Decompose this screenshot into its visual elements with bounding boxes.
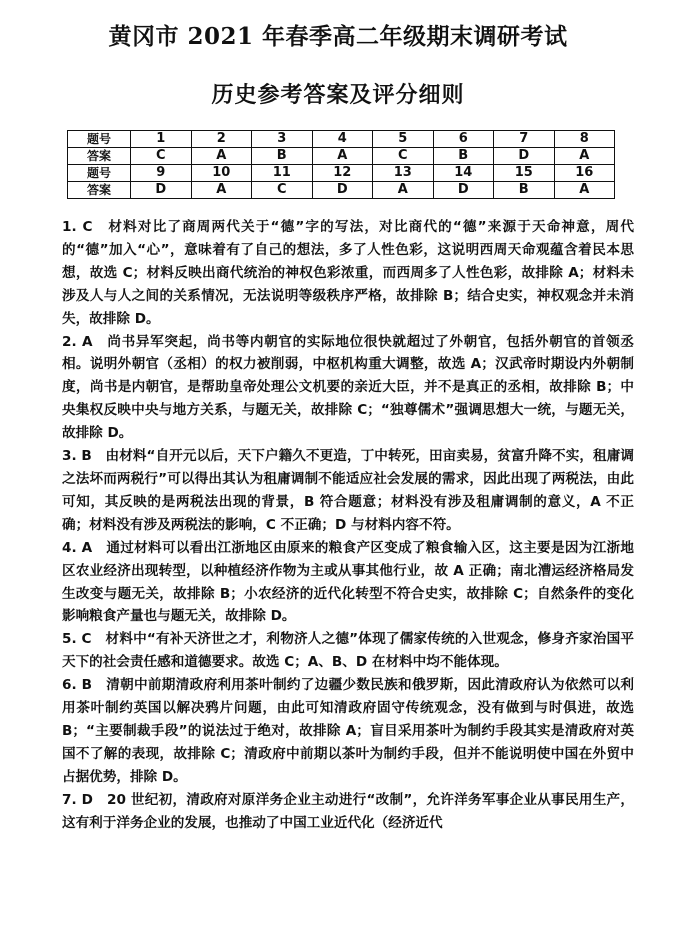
answer-table xyxy=(67,130,615,199)
row-label: 答案 xyxy=(68,182,131,199)
explanations xyxy=(62,216,634,834)
answer-cell: D xyxy=(131,182,192,199)
row-label: 题号 xyxy=(68,165,131,182)
answer-cell: A xyxy=(373,182,434,199)
explanation-q7: 7. D 20 世纪初，清政府对原洋务企业主动进行“改制”，允许洋务军事企业从事民用生产，这有利于洋务企业的发展，也推动了中国工业近代化（经济近代 xyxy=(62,791,634,831)
question-number-cell: 14 xyxy=(433,165,494,182)
answer-cell: D xyxy=(494,148,555,165)
question-number-cell: 7 xyxy=(494,131,555,148)
explanation-q2: 2. A 尚书异军突起，尚书等内朝官的实际地位很快就超过了外朝官，包括外朝官的首领丞相。说明外朝官（丞相）的权力被削弱，中枢机构重大调整，故选 A；汉武帝时期设内外朝制度，尚书是内朝官，是帮助皇帝处理公文机要的亲近大臣，并不是真正的丞相，故排除 B；中央集权反映中央与地方关系，与题无关，故排除 C；“独尊儒术”强调思想大一统，与题无关，故排除 D。 xyxy=(62,333,634,442)
question-number-cell: 15 xyxy=(494,165,555,182)
question-number-cell: 12 xyxy=(312,165,373,182)
exam-title: 黄冈市 2021 年春季高二年级期末调研考试 xyxy=(108,23,568,50)
answer-cell: D xyxy=(312,182,373,199)
row-label: 题号 xyxy=(68,131,131,148)
explanation-q4: 4. A 通过材料可以看出江浙地区由原来的粮食产区变成了粮食输入区，这主要是因为江浙地区农业经济出现转型，以种植经济作物为主或从事其他行业，故 A 正确；南北漕运经济格局发生改变与题无关，故排除 B；小农经济的近代化转型不符合史实，故排除 C；自然条件的变化影响粮食产量也与题无关，故排除 D。 xyxy=(62,539,634,625)
question-number-cell: 3 xyxy=(252,131,313,148)
table-row xyxy=(68,148,615,165)
answer-cell: B xyxy=(433,148,494,165)
answer-cell: C xyxy=(373,148,434,165)
question-number-cell: 6 xyxy=(433,131,494,148)
table-row xyxy=(68,165,615,182)
question-number-cell: 2 xyxy=(191,131,252,148)
explanation-q6: 6. B 清朝中前期清政府利用茶叶制约了边疆少数民族和俄罗斯，因此清政府认为依然可以利用茶叶制约英国以解决鸦片问题，由此可知清政府固守传统观念，没有做到与时俱进，故选 B；“主要制裁手段”的说法过于绝对，故排除 A；盲目采用茶叶为制约手段其实是清政府对英国不了解的表现，故排除 C；清政府中前期以茶叶为制约手段，但并不能说明使中国在外贸中占据优势，排除 D。 xyxy=(62,677,634,785)
explanation-q1: 1. C 材料对比了商周两代关于“德”字的写法，对比商代的“德”来源于天命神意，周代的“德”加入“心”，意味着有了自己的想法，多了人性色彩，这说明西周天命观蕴含着民本思想，故选 C；材料反映出商代统治的神权色彩浓重，而西周多了人性色彩，故排除 A；材料未涉及人与人之间的关系情况，无法说明等级秩序严格，故排除 B；结合史实，神权观念并未消失，故排除 D。 xyxy=(62,219,634,327)
explanation-q3: 3. B 由材料“自开元以后，天下户籍久不更造，丁中转死，田亩卖易，贫富升降不实，租庸调之法坏而两税行”可以得出其认为租庸调制不能适应社会发展的需求，因此出现了两税法，由此可知，其反映的是两税法出现的背景，B 符合题意；材料没有涉及租庸调制的意义，A 不正确；材料没有涉及两税法的影响，C 不正确；D 与材料内容不符。 xyxy=(62,448,634,533)
answer-cell: B xyxy=(252,148,313,165)
question-number-cell: 13 xyxy=(373,165,434,182)
answer-cell: A xyxy=(312,148,373,165)
question-number-cell: 8 xyxy=(554,131,615,148)
answer-cell: A xyxy=(554,182,615,199)
question-number-cell: 4 xyxy=(312,131,373,148)
answer-cell: C xyxy=(131,148,192,165)
question-number-cell: 11 xyxy=(252,165,313,182)
question-number-cell: 16 xyxy=(554,165,615,182)
row-label: 答案 xyxy=(68,148,131,165)
answer-cell: D xyxy=(433,182,494,199)
answer-cell: A xyxy=(191,148,252,165)
answer-cell: A xyxy=(554,148,615,165)
explanation-q5: 5. C 材料中“有补天济世之才，利物济人之德”体现了儒家传统的入世观念，修身齐家治国平天下的社会责任感和道德要求。故选 C；A、B、D 在材料中均不能体现。 xyxy=(62,631,634,671)
answer-cell: C xyxy=(252,182,313,199)
table-row xyxy=(68,131,615,148)
question-number-cell: 5 xyxy=(373,131,434,148)
question-number-cell: 9 xyxy=(131,165,192,182)
answer-cell: A xyxy=(191,182,252,199)
question-number-cell: 10 xyxy=(191,165,252,182)
question-number-cell: 1 xyxy=(131,131,192,148)
answer-key-subtitle: 历史参考答案及评分细则 xyxy=(211,82,465,108)
table-row xyxy=(68,182,615,199)
answer-cell: B xyxy=(494,182,555,199)
